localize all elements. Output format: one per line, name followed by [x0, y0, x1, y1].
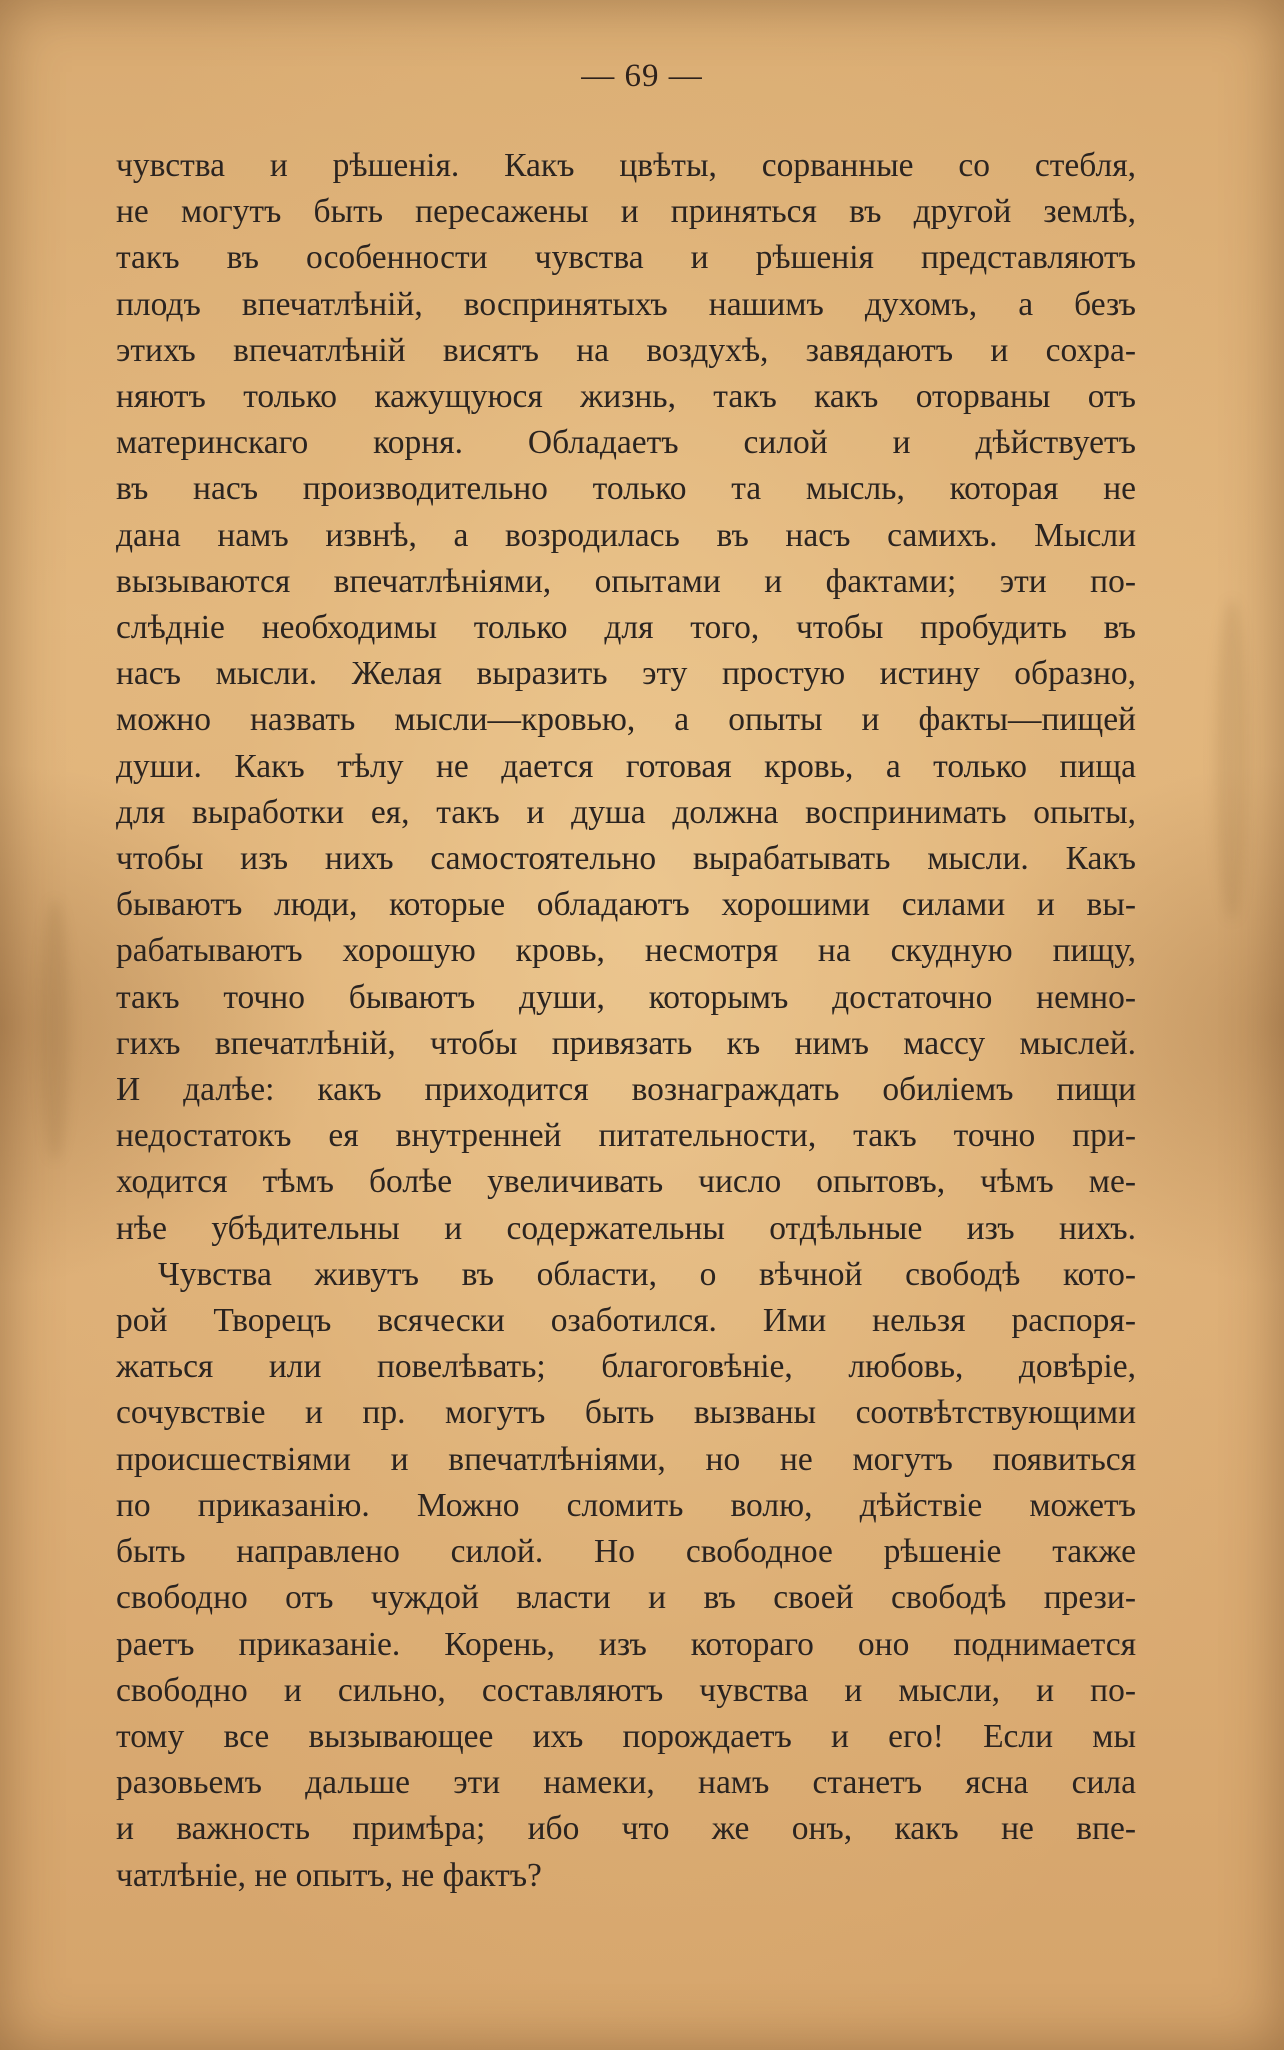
text-line: слѣдніе необходимы только для того, чтобы пробудить въ [116, 609, 1136, 647]
edge-stain [40, 900, 70, 1160]
text-line: по приказанію. Можно сломить волю, дѣйствіе можетъ [116, 1486, 1136, 1524]
text-line: тому все вызывающее ихъ порождаетъ и его! Если мы [116, 1717, 1136, 1755]
text-line: такъ въ особенности чувства и рѣшенія представляютъ [116, 239, 1136, 277]
text-line: раетъ приказаніе. Корень, изъ котораго оно поднимается [116, 1625, 1136, 1663]
edge-stain [1215, 600, 1249, 920]
text-line: души. Какъ тѣлу не дается готовая кровь, а только пища [116, 747, 1136, 785]
text-line: разовьемъ дальше эти намеки, намъ станетъ ясна сила [116, 1764, 1136, 1802]
text-line: плодъ впечатлѣній, воспринятыхъ нашимъ духомъ, а безъ [116, 285, 1136, 323]
text-line: недостатокъ ея внутренней питательности, такъ точно при- [116, 1117, 1136, 1155]
text-line: рабатываютъ хорошую кровь, несмотря на скудную пищу, [116, 932, 1136, 970]
text-line: быть направлено силой. Но свободное рѣшеніе также [116, 1533, 1136, 1571]
text-line: няютъ только кажущуюся жизнь, такъ какъ оторваны отъ [116, 378, 1136, 416]
text-line: нѣе убѣдительны и содержательны отдѣльные изъ нихъ. [116, 1209, 1136, 1247]
text-line: происшествіями и впечатлѣніями, но не могутъ появиться [116, 1440, 1136, 1478]
text-line: вызываются впечатлѣніями, опытами и фактами; эти по- [116, 562, 1136, 600]
text-line: чувства и рѣшенія. Какъ цвѣты, сорванные со стебля, [116, 147, 1136, 184]
text-line: свободно и сильно, составляютъ чувства и мысли, и по- [116, 1671, 1136, 1709]
text-line: ходится тѣмъ болѣе увеличивать число опытовъ, чѣмъ ме- [116, 1163, 1136, 1201]
text-line: сочувствіе и пр. могутъ быть вызваны соотвѣтствующими [116, 1394, 1136, 1432]
text-line: свободно отъ чуждой власти и въ своей свободѣ прези- [116, 1579, 1136, 1617]
text-line: рой Творецъ всячески озаботился. Ими нельзя распоря- [116, 1302, 1136, 1340]
text-line: не могутъ быть пересажены и приняться въ другой землѣ, [116, 193, 1136, 231]
text-line: этихъ впечатлѣній висятъ на воздухѣ, завядаютъ и сохра- [116, 331, 1136, 369]
text-line: и важность примѣра; ибо что же онъ, какъ не впе- [116, 1810, 1136, 1848]
text-line: материнскаго корня. Обладаетъ силой и дѣйствуетъ [116, 424, 1136, 462]
paragraph-start-line: Чувства живутъ въ области, о вѣчной свободѣ кото- [158, 1255, 1136, 1293]
text-line: чтобы изъ нихъ самостоятельно вырабатывать мысли. Какъ [116, 840, 1136, 878]
text-line: для выработки ея, такъ и душа должна воспринимать опыты, [116, 793, 1136, 831]
text-line: чатлѣніе, не опытъ, не фактъ? [116, 1856, 542, 1894]
text-line: въ насъ производительно только та мысль, которая не [116, 470, 1136, 508]
text-line: гихъ впечатлѣній, чтобы привязать къ нимъ массу мыслей. [116, 1024, 1136, 1062]
text-line: И далѣе: какъ приходится вознаграждать обиліемъ пищи [116, 1071, 1136, 1109]
text-line: можно назвать мысли—кровью, а опыты и факты—пищей [116, 701, 1136, 739]
text-line: жаться или повелѣвать; благоговѣніе, любовь, довѣріе, [116, 1348, 1136, 1386]
text-line: дана намъ извнѣ, а возродилась въ насъ самихъ. Мысли [116, 516, 1136, 554]
body-text [116, 143, 1136, 1899]
text-line: насъ мысли. Желая выразить эту простую истину образно, [116, 655, 1136, 693]
text-line: бываютъ люди, которые обладаютъ хорошими силами и вы- [116, 886, 1136, 924]
page-number: — 69 — [581, 58, 703, 94]
text-line: такъ точно бываютъ души, которымъ достаточно немно- [116, 978, 1136, 1016]
